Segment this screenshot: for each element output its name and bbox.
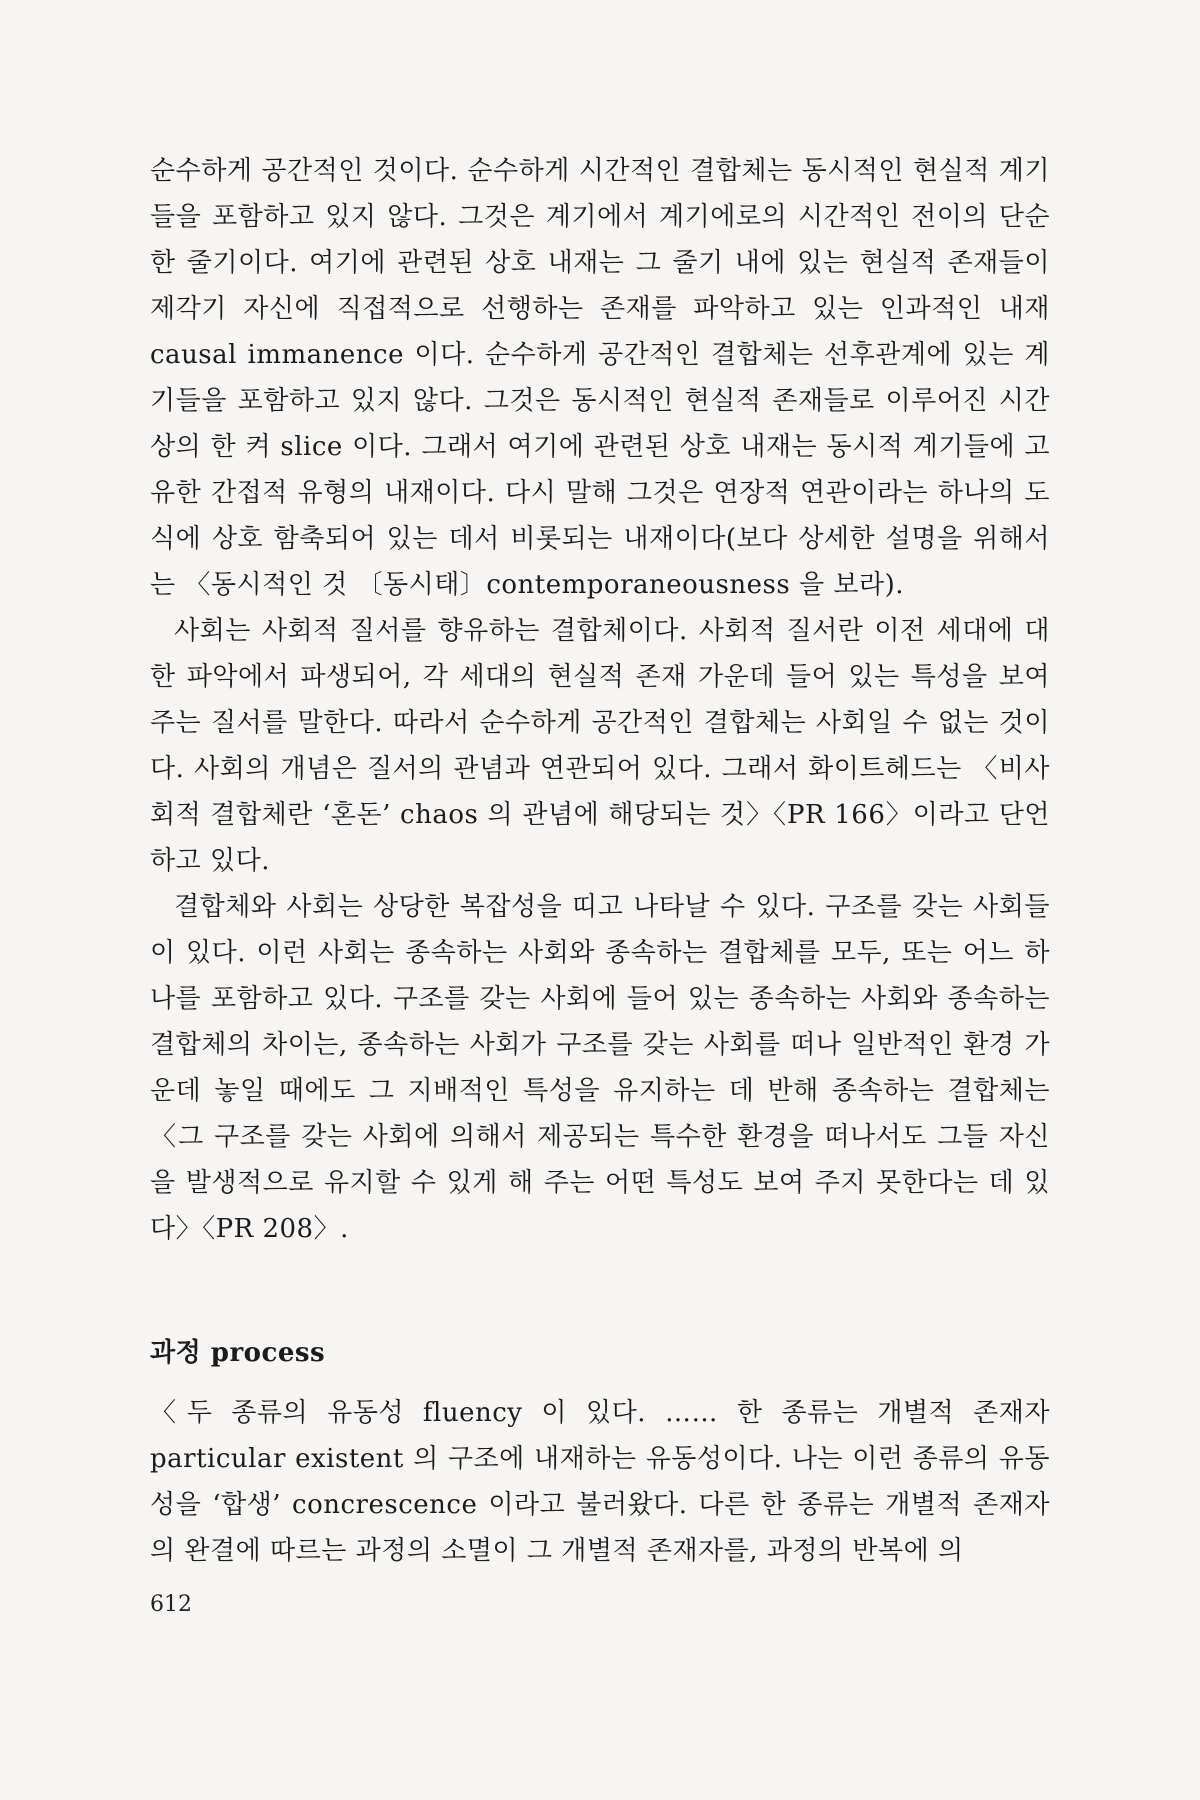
body-text bbox=[150, 148, 1050, 1574]
paragraph-process: 〈두 종류의 유동성 fluency 이 있다. …… 한 종류는 개별적 존재자 particular existent 의 구조에 내재하는 유동성이다. 나는 이런 종류의 유동성을 ‘합생’ concrescence 이라고 불러왔다. 다른 한 종류는 개별적 존재자의 완결에 따르는 과정의 소멸이 그 개별적 존재자를, 과정의 반복에 의 bbox=[150, 1398, 1050, 1566]
page-number: 612 bbox=[150, 1592, 192, 1617]
paragraph-continuation: 순수하게 공간적인 것이다. 순수하게 시간적인 결합체는 동시적인 현실적 계기들을 포함하고 있지 않다. 그것은 계기에서 계기에로의 시간적인 전이의 단순한 줄기이다. 여기에 관련된 상호 내재는 그 줄기 내에 있는 현실적 존재들이 제각기 자신에 직접적으로 선행하는 존재를 파악하고 있는 인과적인 내재 causal immanence 이다. 순수하게 공간적인 결합체는 선후관계에 있는 계기들을 포함하고 있지 않다. 그것은 동시적인 현실적 존재들로 이루어진 시간상의 한 켜 slice 이다. 그래서 여기에 관련된 상호 내재는 동시적 계기들에 고유한 간접적 유형의 내재이다. 다시 말해 그것은 연장적 연관이라는 하나의 도식에 상호 함축되어 있는 데서 비롯되는 내재이다(보다 상세한 설명을 위해서는 〈동시적인 것 〔동시태〕contemporaneousness 을 보라). bbox=[150, 156, 1050, 600]
section-heading: 과정 process bbox=[150, 1338, 326, 1368]
paragraph-nexus-complexity: 결합체와 사회는 상당한 복잡성을 띠고 나타날 수 있다. 구조를 갖는 사회들이 있다. 이런 사회는 종속하는 사회와 종속하는 결합체를 모두, 또는 어느 하나를 포함하고 있다. 구조를 갖는 사회에 들어 있는 종속하는 사회와 종속하는 결합체의 차이는, 종속하는 사회가 구조를 갖는 사회를 떠나 일반적인 환경 가운데 놓일 때에도 그 지배적인 특성을 유지하는 데 반해 종속하는 결합체는 〈그 구조를 갖는 사회에 의해서 제공되는 특수한 환경을 떠나서도 그들 자신을 발생적으로 유지할 수 있게 해 주는 어떤 특성도 보여 주지 못한다는 데 있다〉〈PR 208〉. bbox=[150, 892, 1050, 1244]
paragraph-society: 사회는 사회적 질서를 향유하는 결합체이다. 사회적 질서란 이전 세대에 대한 파악에서 파생되어, 각 세대의 현실적 존재 가운데 들어 있는 특성을 보여 주는 질서를 말한다. 따라서 순수하게 공간적인 결합체는 사회일 수 없는 것이다. 사회의 개념은 질서의 관념과 연관되어 있다. 그래서 화이트헤드는 〈비사회적 결합체란 ‘혼돈’ chaos 의 관념에 해당되는 것〉〈PR 166〉이라고 단언하고 있다. bbox=[150, 616, 1050, 876]
